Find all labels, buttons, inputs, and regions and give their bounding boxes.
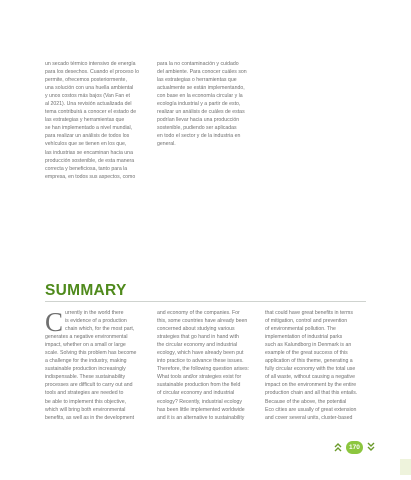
text-line: into practice to advance these issues. xyxy=(157,358,244,365)
summary-text-column-3 xyxy=(265,309,367,422)
text-line: which will bring both environmental xyxy=(45,406,126,413)
text-line: ecology? Recently, industrial ecology xyxy=(157,398,242,405)
text-line: scale. Solving this problem has become xyxy=(45,350,137,357)
text-line: is evidence of a production xyxy=(65,318,127,325)
text-line: ecología industrial y a partir de esto, xyxy=(157,101,241,108)
summary-text-column-2 xyxy=(157,309,259,422)
double-chevron-up-icon[interactable] xyxy=(333,441,343,453)
text-line: Therefore, the following question arises: xyxy=(157,366,249,373)
text-line: of circular economy and industrial xyxy=(157,390,235,397)
text-line: of mitigation, control and prevention xyxy=(265,318,348,325)
text-line: tema contribuirá a conocer el estado de xyxy=(45,109,137,116)
text-line: application of this theme, generating a xyxy=(265,358,353,365)
text-line: en todo el sector y de la industria en xyxy=(157,133,241,140)
text-line: generates a negative environmental xyxy=(45,334,128,341)
text-line: las estrategias o herramientas que xyxy=(157,77,237,84)
page-navigation xyxy=(333,440,376,454)
summary-heading: SUMMARY xyxy=(45,282,127,299)
text-line: para los desechos. Cuando el proceso lo xyxy=(45,69,140,76)
section-divider xyxy=(45,301,366,302)
text-line: tools and strategies are needed to xyxy=(45,390,124,397)
text-line: and it is an alternative to sustainability xyxy=(157,414,245,421)
text-line: se han implementado a nivel mundial, xyxy=(45,125,133,132)
text-line: processes are difficult to carry out and xyxy=(45,382,133,389)
text-line: fully circular economy with the total use xyxy=(265,366,356,373)
page-corner-tab xyxy=(400,459,411,475)
text-line: Because of the above, the potential xyxy=(265,398,347,405)
text-line: of environmental pollution. The xyxy=(265,326,336,333)
text-line: has been little implemented worldwide xyxy=(157,406,245,413)
text-line: una solución con una huella ambiental xyxy=(45,85,134,92)
page-number-badge: 170 xyxy=(346,441,363,454)
text-line: urrently in the world there xyxy=(65,310,124,316)
text-line: sustainable production from the field xyxy=(157,382,241,389)
text-line: para realizar un análisis de todos los xyxy=(45,133,130,140)
text-line: implementation of industrial parks xyxy=(265,334,343,341)
text-line: example of the great success of this xyxy=(265,350,348,357)
text-line: vehículos que se tienen en los que, xyxy=(45,141,127,148)
text-line: actualmente se están implementando, xyxy=(157,85,245,92)
text-line: ecology, which have already been put xyxy=(157,350,244,357)
text-line: of all waste, without causing a negative xyxy=(265,374,355,381)
summary-text-column-1 xyxy=(45,309,147,422)
text-line: benefits, as well as in the development xyxy=(45,414,135,421)
text-line: producción sostenible, de esta manera xyxy=(45,157,135,164)
text-line: empresa, en todos sus aspectos, como xyxy=(45,173,136,180)
text-line: and cover several units, cluster-based xyxy=(265,414,353,421)
text-line: chain which, for the most part, xyxy=(65,326,135,333)
text-line: sostenible, pudiendo ser aplicadas xyxy=(157,125,237,132)
text-line: con base en la economía circular y la xyxy=(157,93,243,100)
text-line: the circular economy and industrial xyxy=(157,342,238,349)
spanish-text-column-1 xyxy=(45,60,147,181)
drop-cap-letter: C xyxy=(45,307,64,337)
text-line: Eco cities are usually of great extension xyxy=(265,406,357,413)
text-line: para la no contaminación y cuidado xyxy=(157,61,239,67)
text-line: this, some countries have already been xyxy=(157,318,248,325)
spanish-text-column-2 xyxy=(157,60,259,149)
text-line: al 2021). Una revisión actualizada del xyxy=(45,101,132,108)
text-line: What tools and/or strategies exist for xyxy=(157,374,242,381)
text-line: and economy of the companies. For xyxy=(157,310,240,316)
text-line: that could have great benefits in terms xyxy=(265,310,353,316)
text-line: strategies that go hand in hand with xyxy=(157,334,239,341)
text-line: podrían llevar hacia una producción xyxy=(157,117,240,124)
text-line: las estrategias y herramientas que xyxy=(45,117,125,124)
text-line: production chain and all that this entails. xyxy=(265,390,358,397)
text-line: realizar un análisis de cuáles de estas xyxy=(157,109,245,116)
text-line: such as Kalundborg in Denmark is an xyxy=(265,342,352,349)
text-line: correcta y beneficiosa, tanto para la xyxy=(45,165,128,172)
text-line: impact on the environment by the entire xyxy=(265,382,357,389)
text-line: general. xyxy=(157,141,176,148)
text-line: sustainable production increasingly xyxy=(45,366,126,373)
text-line: impact, whether on a small or large xyxy=(45,342,126,349)
text-line: be able to implement this objective, xyxy=(45,398,127,405)
text-line: permite, ofrecemos posteriormente, xyxy=(45,77,127,84)
text-line: y unos costos más bajos (Van Fan et xyxy=(45,93,130,100)
text-line: un secado térmico intensivo de energía xyxy=(45,61,136,67)
double-chevron-down-icon[interactable] xyxy=(366,441,376,453)
text-line: indispensable. These sustainability xyxy=(45,374,126,381)
text-line: a challenge for the industry, making xyxy=(45,358,127,365)
text-line: las industrias se encaminan hacia una xyxy=(45,149,133,156)
text-line: del ambiente. Para conocer cuáles son xyxy=(157,69,247,76)
text-line: concerned about studying various xyxy=(157,326,235,333)
